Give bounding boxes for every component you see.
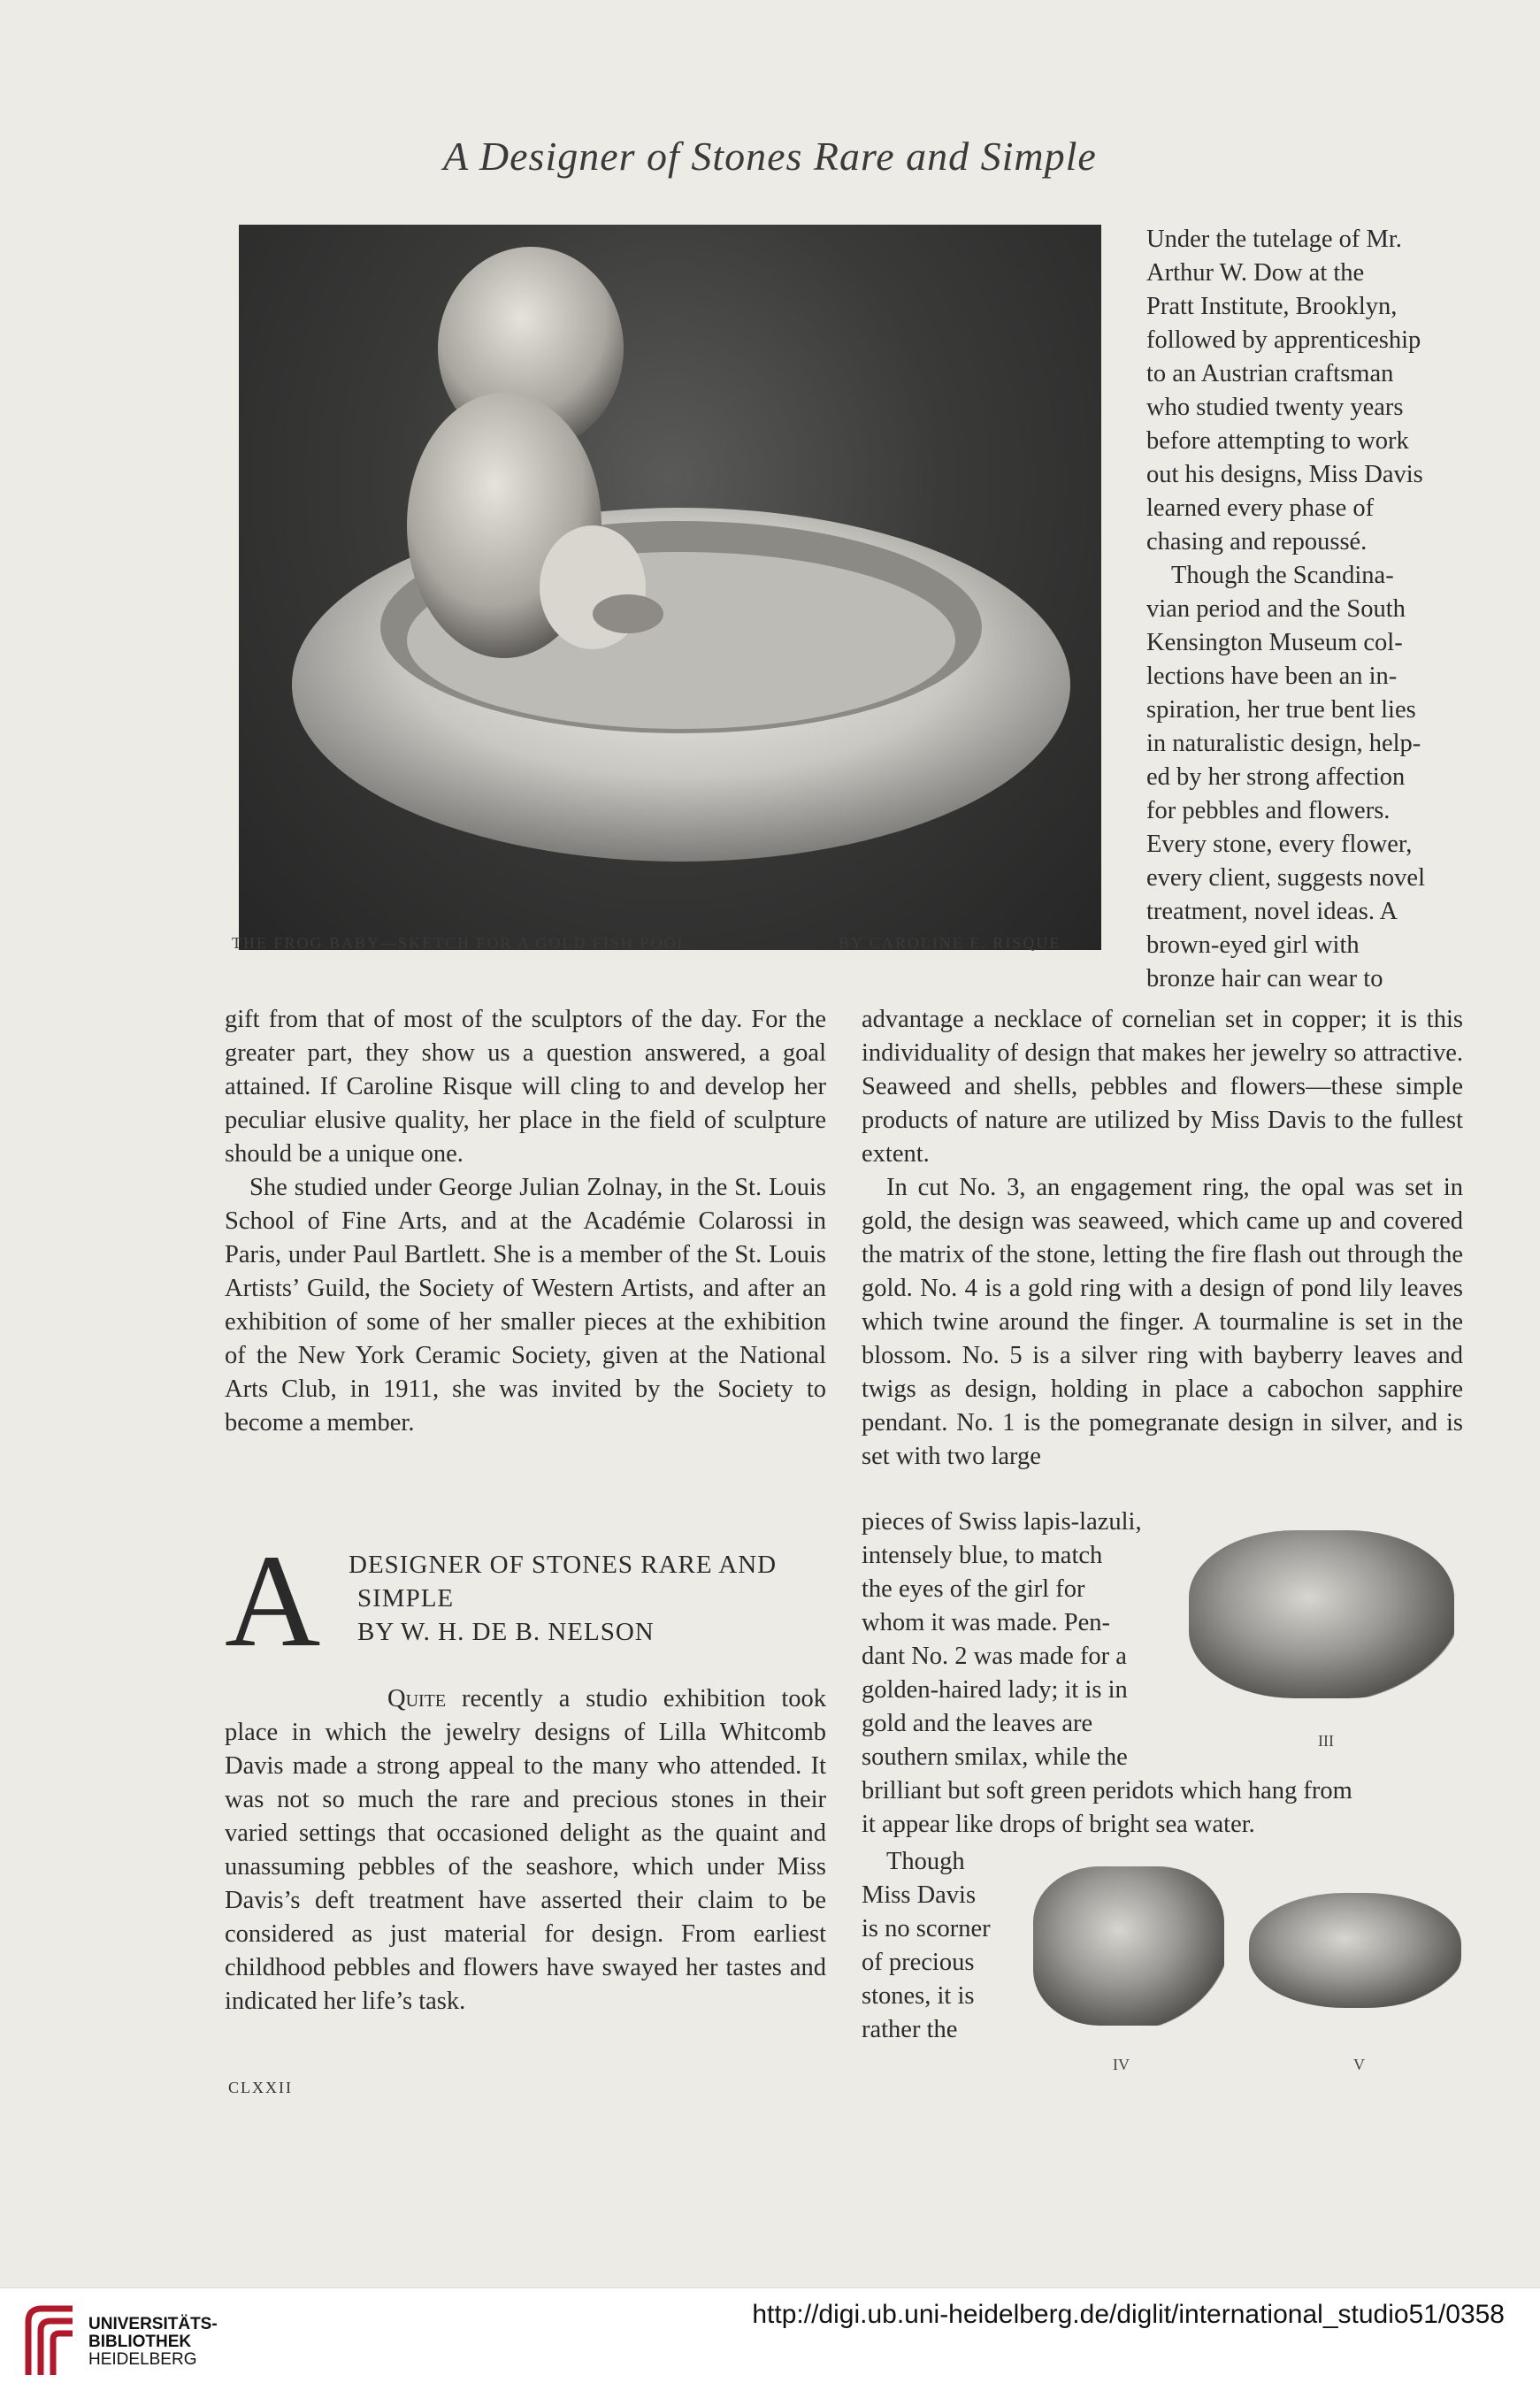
right-column-top bbox=[1146, 223, 1467, 996]
library-name bbox=[88, 2316, 218, 2369]
text-line: is no scorner bbox=[862, 1915, 991, 1942]
paragraph-text: recently a studio exhibition took place in which the jewelry designs of Lilla Whitcomb Davis made a strong appeal to the many who attended. It was not so much the rare and precious stones in their varied settings that occasioned delight as the quaint and unassuming pebbles of the seashore, which under Miss Davis’s deft treatment have asserted their claim to be considered as just material for design. From earliest childhood pebbles and flowers have swayed her tastes and indicated her life’s task. bbox=[225, 1685, 826, 2015]
frog-baby-illustration bbox=[239, 225, 1101, 950]
text-line: for pebbles and flowers. bbox=[1146, 797, 1391, 824]
text-line: lections have been an in- bbox=[1146, 663, 1398, 690]
running-head: A Designer of Stones Rare and Simple bbox=[443, 134, 1097, 179]
text-line: whom it was made. Pen- bbox=[862, 1609, 1110, 1636]
text-line: chasing and repoussé. bbox=[1146, 528, 1368, 555]
text-line: Every stone, every flower, bbox=[1146, 831, 1413, 858]
text-line: golden-haired lady; it is in bbox=[862, 1676, 1128, 1704]
right-column-last bbox=[862, 1845, 1021, 2047]
figure-caption-title: THE FROG BABY—SKETCH FOR A GOLD FISH POOL bbox=[232, 934, 689, 952]
frog-baby-photo bbox=[239, 225, 1101, 950]
ring-v-photo bbox=[1249, 1893, 1461, 2008]
text-line: the eyes of the girl for bbox=[862, 1575, 1085, 1603]
text-line: every client, suggests novel bbox=[1146, 864, 1426, 892]
text-line: dant No. 2 was made for a bbox=[862, 1643, 1127, 1670]
small-caps-lead: Quite bbox=[387, 1685, 447, 1712]
text-line: treatment, novel ideas. A bbox=[1146, 898, 1398, 925]
paragraph: gift from that of most of the sculptors of the day. For the greater part, they show us a question answered, a goal attained. If Caroline Risque will cling to and develop her peculiar elusive quality, her place in the field of sculpture should be a unique one. bbox=[225, 1006, 826, 1168]
text-line: before attempting to work bbox=[1146, 427, 1409, 455]
text-line: southern smilax, while the bbox=[862, 1743, 1128, 1771]
text-line: rather the bbox=[862, 2016, 958, 2043]
text-line: who studied twenty years bbox=[1146, 394, 1404, 421]
text-line: Miss Davis bbox=[862, 1881, 977, 1909]
text-line: intensely blue, to match bbox=[862, 1542, 1103, 1569]
paragraph bbox=[225, 1682, 826, 2019]
text-line: spiration, her true bent lies bbox=[1146, 696, 1416, 724]
figure-label-iii: III bbox=[1318, 1732, 1334, 1750]
text-line: pieces of Swiss lapis-lazuli, bbox=[862, 1508, 1142, 1536]
right-column-wide bbox=[862, 1774, 1463, 1842]
text-line: Though bbox=[886, 1848, 965, 1875]
title-line: SIMPLE bbox=[357, 1584, 455, 1613]
title-line: DESIGNER OF STONES RARE AND bbox=[349, 1551, 778, 1579]
library-logo-icon bbox=[19, 2300, 81, 2384]
text-line: it appear like drops of bright sea water. bbox=[862, 1811, 1255, 1838]
drop-cap: A bbox=[225, 1528, 321, 1674]
text-line: Pratt Institute, Brooklyn, bbox=[1146, 293, 1398, 320]
library-name-line: UNIVERSITÄTS- bbox=[88, 2315, 218, 2333]
library-name-line: HEIDELBERG bbox=[88, 2350, 197, 2369]
text-line: Though the Scandina- bbox=[1171, 562, 1394, 589]
figure-caption-artist: BY CAROLINE E. RISQUE bbox=[839, 934, 1061, 952]
ring-iv-photo bbox=[1033, 1866, 1224, 2026]
text-line: to an Austrian craftsman bbox=[1146, 360, 1394, 387]
library-name-line: BIBLIOTHEK bbox=[88, 2333, 192, 2351]
byline: BY W. H. DE B. NELSON bbox=[357, 1618, 655, 1646]
text-line: bronze hair can wear to bbox=[1146, 965, 1383, 992]
source-url-link[interactable]: http://digi.ub.uni-heidelberg.de/diglit/international_studio51/0358 bbox=[752, 2300, 1505, 2329]
text-line: in naturalistic design, help- bbox=[1146, 730, 1421, 757]
right-column-narrow bbox=[862, 1505, 1182, 1774]
left-column-upper bbox=[225, 1003, 826, 1440]
text-line: Kensington Museum col- bbox=[1146, 629, 1403, 656]
right-column-upper bbox=[862, 1003, 1463, 1474]
paragraph: In cut No. 3, an engagement ring, the opal was set in gold, the design was seaweed, which came up and covered the matrix of the stone, letting the fire flash out through the gold. No. 4 is a gold ring with a design of pond lily leaves which twine around the finger. A tourmaline is set in the blossom. No. 5 is a silver ring with bayberry leaves and twigs as design, holding in place a cabochon sapphire pendant. No. 1 is the pomegranate design in silver, and is set with two large bbox=[862, 1174, 1463, 1470]
ring-iii-photo bbox=[1189, 1530, 1454, 1698]
text-line: of precious bbox=[862, 1949, 975, 1976]
text-line: followed by apprenticeship bbox=[1146, 326, 1421, 354]
text-line: brown-eyed girl with bbox=[1146, 931, 1360, 959]
paragraph: She studied under George Julian Zolnay, in the St. Louis School of Fine Arts, and at the Académie Colarossi in Paris, under Paul Bartlett. She is a member of the St. Louis Artists’ Guild, the Society of Western Artists, and after an exhibition of some of her smaller pieces at the exhibition of the New York Ceramic Society, given at the National Arts Club, in 1911, she was invited by the Society to become a member. bbox=[225, 1174, 826, 1437]
text-line: brilliant but soft green peridots which hang from bbox=[862, 1777, 1352, 1804]
figure-label-v: V bbox=[1353, 2056, 1365, 2073]
text-line: Arthur W. Dow at the bbox=[1146, 259, 1365, 287]
text-line: ed by her strong affection bbox=[1146, 763, 1406, 791]
paragraph: advantage a necklace of cornelian set in copper; it is this individuality of design that makes her jewelry so attractive. Seaweed and shells, pebbles and flowers—these simple products of nature are utilized by Miss Davis to the fullest extent. bbox=[862, 1006, 1463, 1168]
text-line: Under the tutelage of Mr. bbox=[1146, 226, 1402, 253]
page-number: CLXXII bbox=[228, 2079, 293, 2096]
text-line: learned every phase of bbox=[1146, 494, 1375, 522]
text-line: gold and the leaves are bbox=[862, 1710, 1093, 1737]
text-line: vian period and the South bbox=[1146, 595, 1406, 623]
figure-label-iv: IV bbox=[1113, 2056, 1130, 2073]
text-line: stones, it is bbox=[862, 1982, 975, 2010]
left-column-lower bbox=[225, 1682, 826, 2019]
text-line: out his designs, Miss Davis bbox=[1146, 461, 1423, 488]
